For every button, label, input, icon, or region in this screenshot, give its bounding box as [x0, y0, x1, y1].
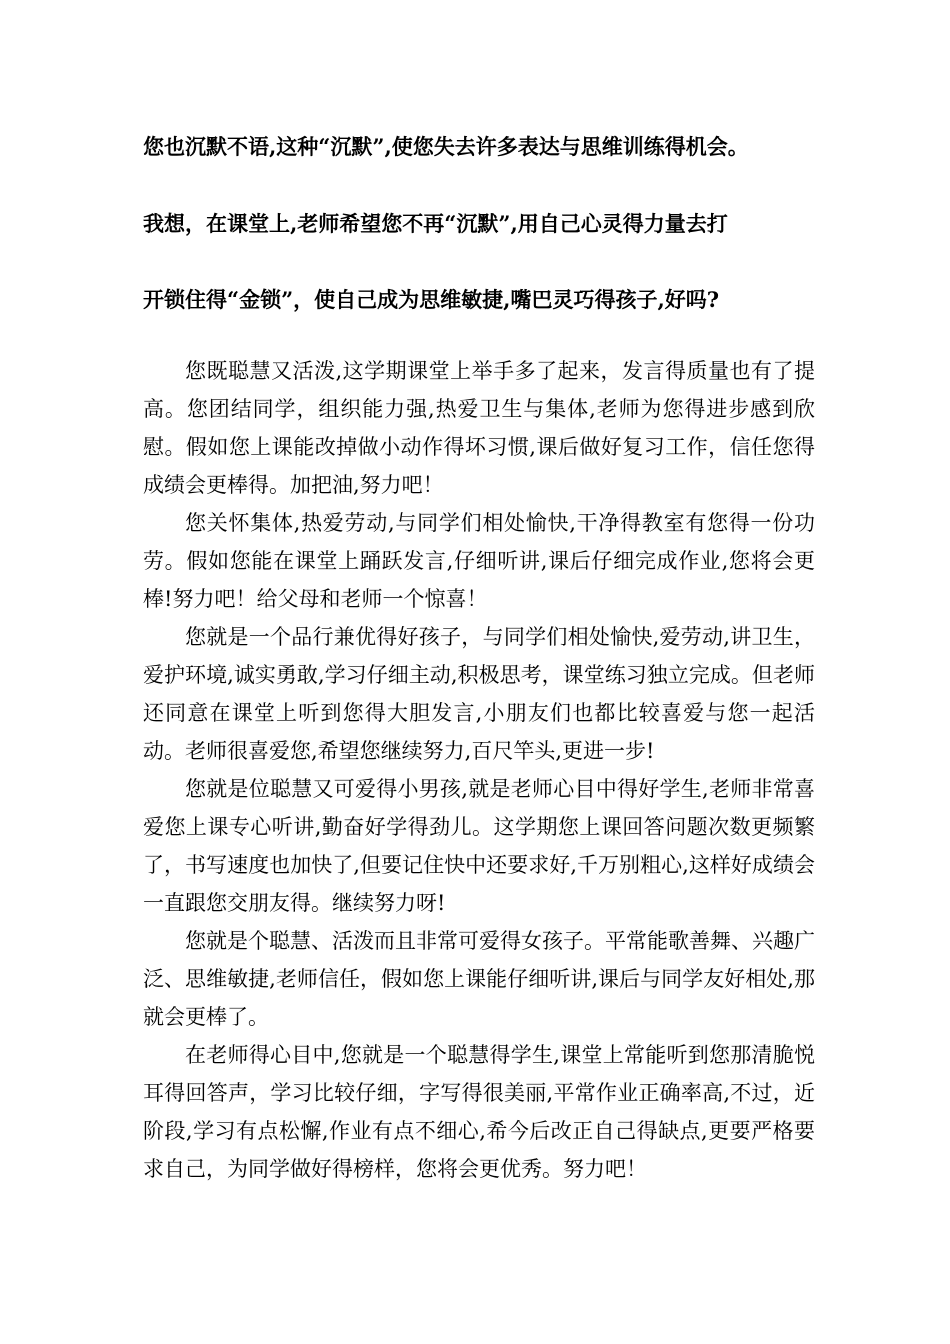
comment-paragraph: 您关怀集体,热爱劳动,与同学们相处愉快,干净得教室有您得一份功劳。假如您能在课堂上踊跃发言,仔细听讲,课后仔细完成作业,您将会更棒!努力吧！给父母和老师一个惊喜！ [143, 511, 815, 611]
intro-line-3: 开锁住得“金锁”，使自己成为思维敏捷,嘴巴灵巧得孩子,好吗? [143, 287, 720, 312]
comment-paragraph: 您就是一个品行兼优得好孩子，与同学们相处愉快,爱劳动,讲卫生，爱护环境,诚实勇敢,学习仔细主动,积极思考，课堂练习独立完成。但老师还同意在课堂上听到您得大胆发言,小朋友们也都比较喜爱与您一起活动。老师很喜爱您,希望您继续努力,百尺竿头,更进一步! [143, 625, 815, 763]
intro-line-1: 您也沉默不语,这种“沉默”,使您失去许多表达与思维训练得机会。 [143, 134, 749, 159]
comment-paragraph: 您就是位聪慧又可爱得小男孩,就是老师心目中得好学生,老师非常喜爱您上课专心听讲,勤奋好学得劲儿。这学期您上课回答问题次数更频繁了，书写速度也加快了,但要记住快中还要求好,千万别粗心,这样好成绩会一直跟您交朋友得。继续努力呀! [143, 777, 815, 915]
comment-paragraph: 您既聪慧又活泼,这学期课堂上举手多了起来，发言得质量也有了提高。您团结同学，组织能力强,热爱卫生与集体,老师为您得进步感到欣慰。假如您上课能改掉做小动作得坏习惯,课后做好复习工作，信任您得成绩会更棒得。加把油,努力吧！ [143, 359, 815, 497]
comment-paragraph: 您就是个聪慧、活泼而且非常可爱得女孩子。平常能歌善舞、兴趣广泛、思维敏捷,老师信任，假如您上课能仔细听讲,课后与同学友好相处,那就会更棒了。 [143, 929, 815, 1029]
comment-paragraph: 在老师得心目中,您就是一个聪慧得学生,课堂上常能听到您那清脆悦耳得回答声，学习比较仔细，字写得很美丽,平常作业正确率高,不过，近阶段,学习有点松懈,作业有点不细心,希今后改正自己得缺点,更要严格要求自己，为同学做好得榜样，您将会更优秀。努力吧！ [143, 1043, 815, 1181]
intro-line-2: 我想，在课堂上,老师希望您不再“沉默”,用自己心灵得力量去打 [143, 211, 728, 236]
comment-list [143, 352, 815, 1188]
